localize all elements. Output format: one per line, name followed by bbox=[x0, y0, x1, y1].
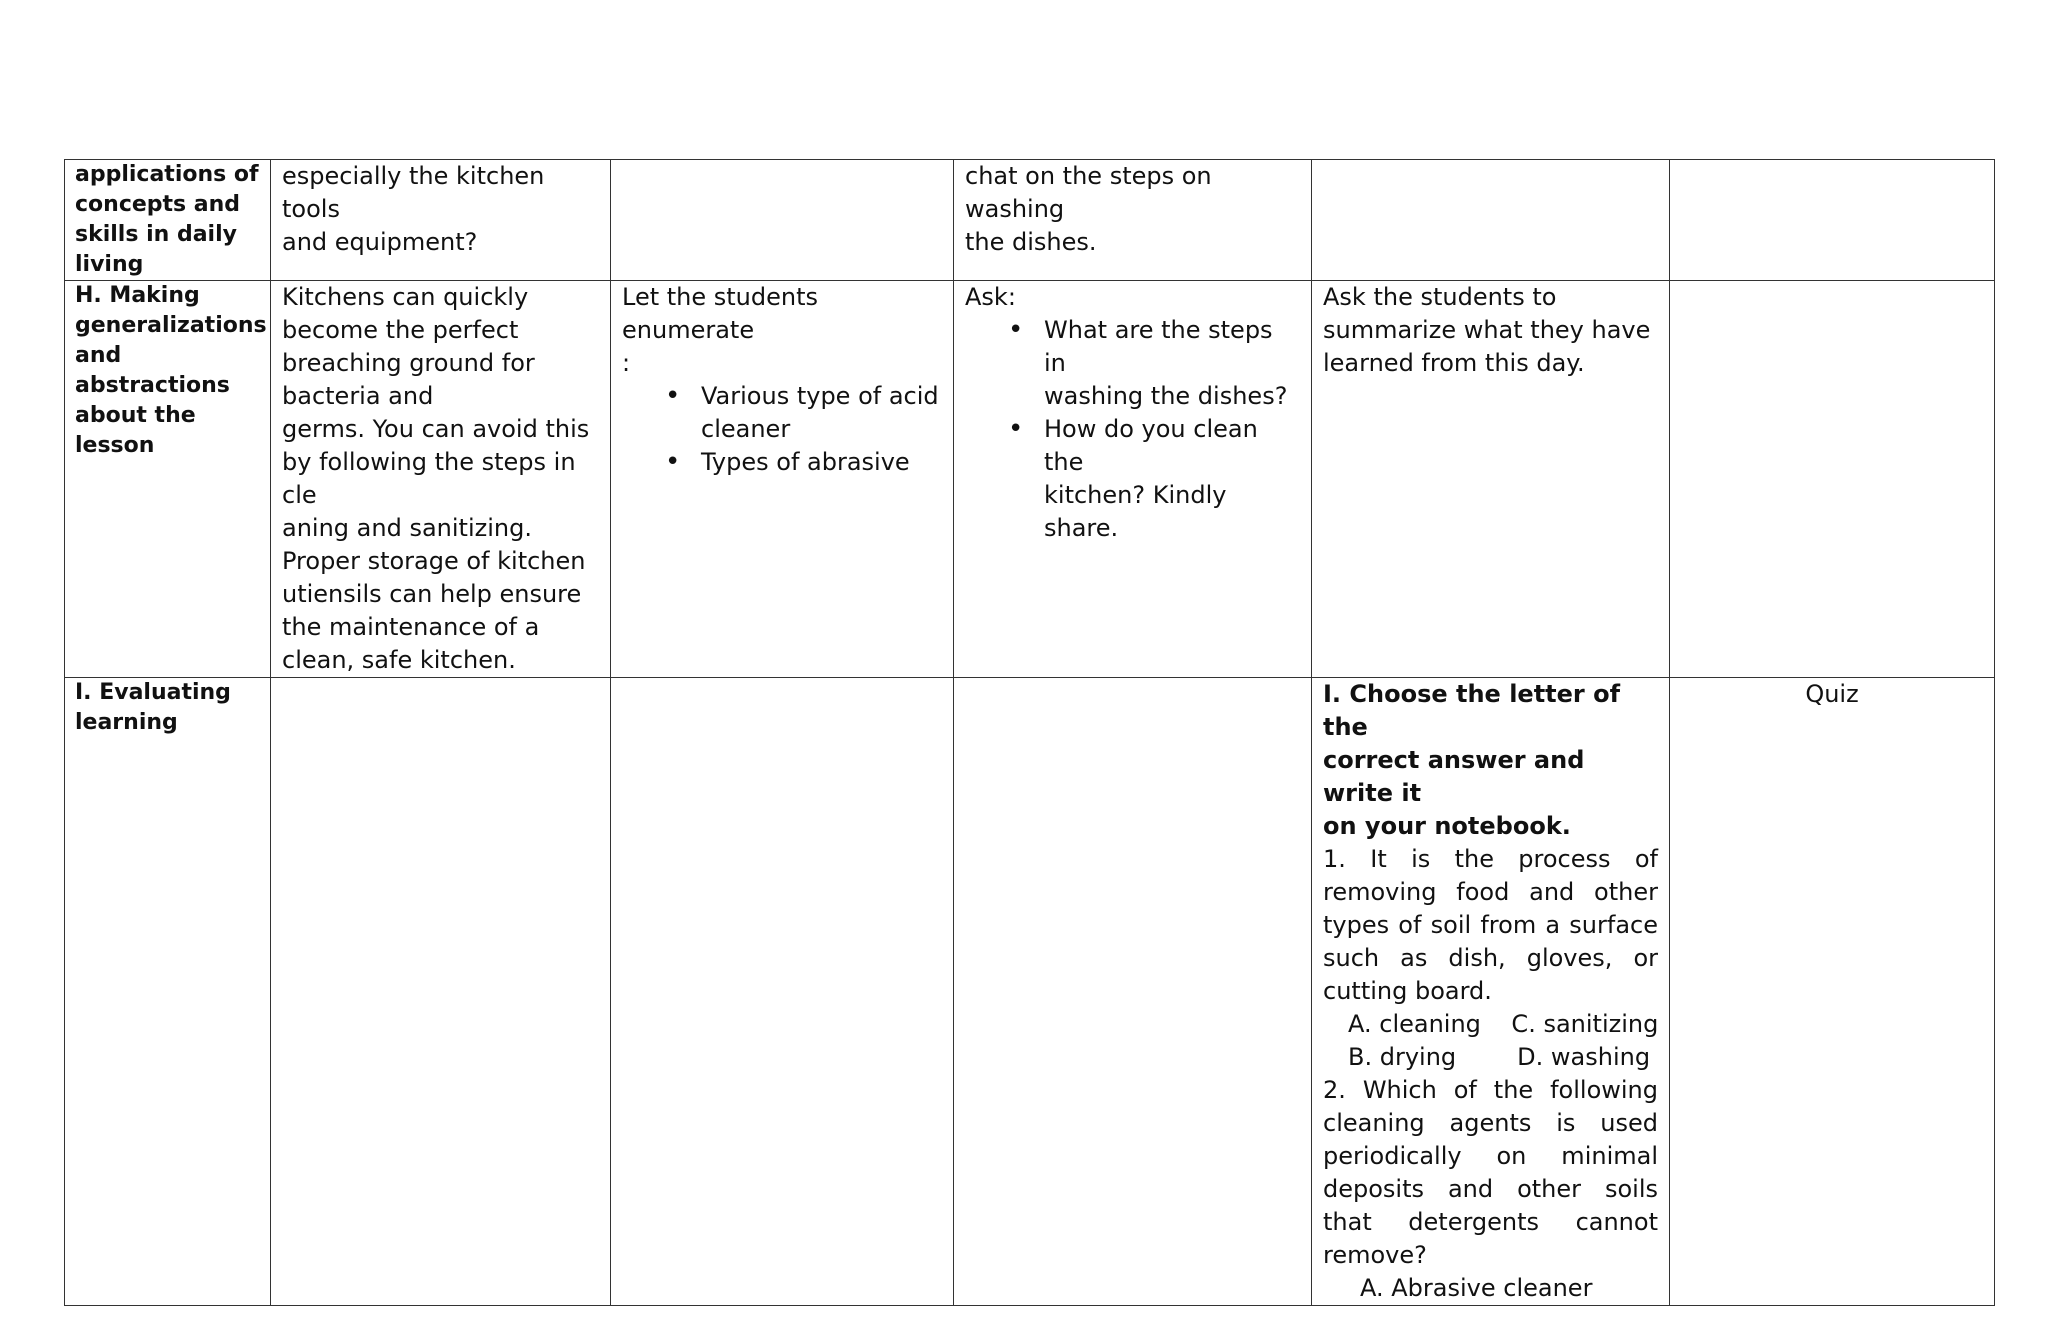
quiz-heading-line: on your notebook. bbox=[1323, 812, 1571, 840]
text-line: Proper storage of kitchen bbox=[282, 547, 586, 575]
text-line: bacteria and bbox=[282, 382, 434, 410]
row-label-line: living bbox=[75, 252, 144, 277]
text-line: kitchen? Kindly share. bbox=[1044, 481, 1227, 542]
cell-evaluating-day1 bbox=[271, 678, 611, 1306]
text-line: and equipment? bbox=[282, 228, 478, 256]
cell-generalizations-day3 bbox=[954, 281, 1312, 678]
text-line: cleaner bbox=[701, 415, 791, 443]
text-line: • Types of abrasive bbox=[701, 448, 910, 476]
table-row-evaluating bbox=[65, 678, 1995, 1306]
text-line: especially the kitchen tools bbox=[282, 162, 545, 223]
quiz-question-2-option-a: A. Abrasive cleaner bbox=[1360, 1274, 1593, 1302]
cell-applications-day4 bbox=[1312, 160, 1670, 281]
row-label-line: applications of bbox=[75, 162, 259, 187]
cell-evaluating-day4 bbox=[1312, 678, 1670, 1306]
text-line: learned from this day. bbox=[1323, 349, 1585, 377]
text-line: aning and sanitizing. bbox=[282, 514, 532, 542]
cell-evaluating-remarks bbox=[1670, 678, 1995, 1306]
cell-applications-day2 bbox=[611, 160, 954, 281]
quiz-heading-line: correct answer and write it bbox=[1323, 746, 1585, 807]
text-line: clean, safe kitchen. bbox=[282, 646, 516, 674]
remarks-text: Quiz bbox=[1805, 680, 1859, 708]
text-line: summarize what they have bbox=[1323, 316, 1651, 344]
row-label-line: and bbox=[75, 343, 122, 368]
lesson-plan-table bbox=[64, 159, 1995, 1306]
row-label-line: H. Making bbox=[75, 283, 200, 308]
text-line: washing the dishes? bbox=[1044, 382, 1288, 410]
bullet-item bbox=[1044, 314, 1300, 413]
row-label-line: concepts and bbox=[75, 192, 241, 217]
cell-applications-day3 bbox=[954, 160, 1312, 281]
text-line: • What are the steps in bbox=[1044, 316, 1273, 377]
cell-generalizations-day2 bbox=[611, 281, 954, 678]
quiz-heading-line: I. Choose the letter of the bbox=[1323, 680, 1621, 741]
cell-generalizations-day1 bbox=[271, 281, 611, 678]
quiz-question-1-options-bd: B. drying D. washing bbox=[1348, 1043, 1651, 1071]
cell-evaluating-day3 bbox=[954, 678, 1312, 1306]
quiz-question-2: 2. Which of the following cleaning agents is used periodically on minimal deposits and other soils that detergents cannot remove? bbox=[1323, 1076, 1658, 1269]
text-line: Ask: bbox=[965, 283, 1016, 311]
quiz-question-1-options-ac: A. cleaning C. sanitizing bbox=[1348, 1010, 1659, 1038]
cell-generalizations-day4 bbox=[1312, 281, 1670, 678]
cell-evaluating-day2 bbox=[611, 678, 954, 1306]
row-label-line: about the bbox=[75, 403, 196, 428]
row-label-generalizations bbox=[65, 281, 271, 678]
cell-applications-remarks bbox=[1670, 160, 1995, 281]
text-line: the maintenance of a bbox=[282, 613, 540, 641]
text-line: Kitchens can quickly bbox=[282, 283, 529, 311]
text-line: become the perfect bbox=[282, 316, 519, 344]
row-label-line: generalizations bbox=[75, 313, 267, 338]
text-line: utiensils can help ensure bbox=[282, 580, 582, 608]
row-label-line: skills in daily bbox=[75, 222, 237, 247]
text-line: by following the steps in cle bbox=[282, 448, 576, 509]
row-label-line: learning bbox=[75, 710, 178, 735]
bullet-item bbox=[701, 446, 942, 479]
table-row-applications bbox=[65, 160, 1995, 281]
bullet-item bbox=[701, 380, 942, 446]
text-line: Ask the students to bbox=[1323, 283, 1557, 311]
bullet-list bbox=[622, 380, 942, 479]
cell-applications-day1 bbox=[271, 160, 611, 281]
text-line: chat on the steps on washing bbox=[965, 162, 1212, 223]
text-line: germs. You can avoid this bbox=[282, 415, 590, 443]
bullet-item bbox=[1044, 413, 1300, 545]
text-line: • How do you clean the bbox=[1044, 415, 1258, 476]
table-row-generalizations bbox=[65, 281, 1995, 678]
text-line: : bbox=[622, 349, 631, 377]
cell-generalizations-remarks bbox=[1670, 281, 1995, 678]
row-label-line: abstractions bbox=[75, 373, 230, 398]
quiz-question-1: 1. It is the process of removing food and other types of soil from a surface such as dish, gloves, or cutting board. bbox=[1323, 845, 1658, 1005]
row-label-evaluating bbox=[65, 678, 271, 1306]
text-line: the dishes. bbox=[965, 228, 1097, 256]
bullet-list bbox=[965, 314, 1300, 545]
text-line: Let the students enumerate bbox=[622, 283, 819, 344]
row-label-applications bbox=[65, 160, 271, 281]
row-label-line: lesson bbox=[75, 433, 155, 458]
text-line: • Various type of acid bbox=[701, 382, 939, 410]
row-label-line: I. Evaluating bbox=[75, 680, 231, 705]
text-line: breaching ground for bbox=[282, 349, 535, 377]
